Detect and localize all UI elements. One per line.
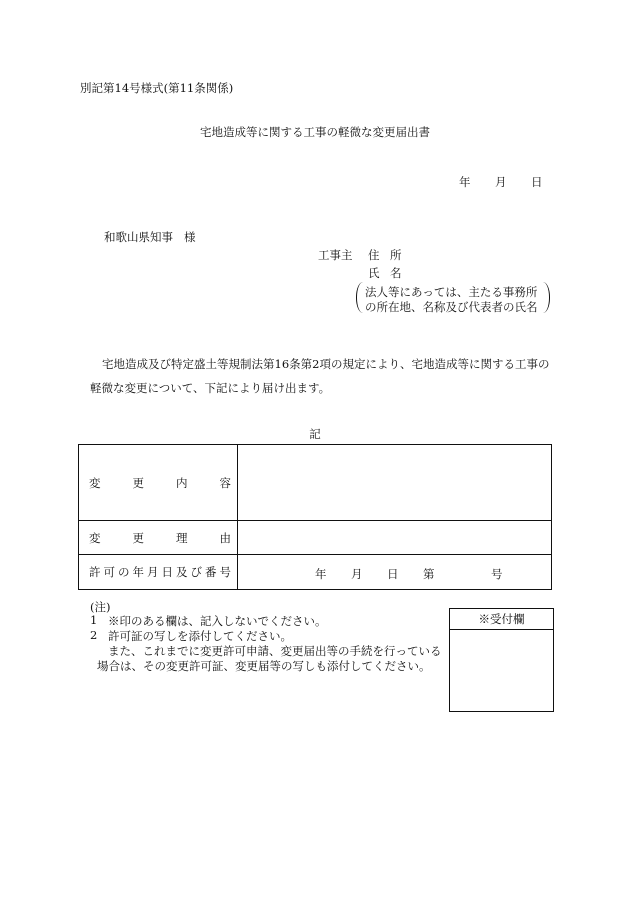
permit-month: 月 xyxy=(351,567,363,581)
date-month: 月 xyxy=(495,175,507,189)
change-details-table xyxy=(78,444,552,590)
body-line2: 軽微な変更について、下記により届け出ます。 xyxy=(90,381,331,395)
note-1-number: 1 xyxy=(90,613,98,627)
date-year: 年 xyxy=(459,175,471,189)
table-row-change-reason xyxy=(79,521,552,555)
permit-info-field[interactable] xyxy=(238,555,552,590)
notes-heading: (注) xyxy=(90,600,111,614)
body-line1: 宅地造成及び特定盛土等規制法第16条第2項の規定により、宅地造成等に関する工事の xyxy=(102,357,550,371)
label-char: 更 xyxy=(132,475,144,490)
name-label-char-2: 名 xyxy=(390,266,402,280)
reception-label: ※受付欄 xyxy=(450,609,553,630)
label-char: び xyxy=(190,565,202,579)
applicant-role-label: 工事主 xyxy=(318,248,353,262)
permit-go: 号 xyxy=(491,567,503,581)
label-char: 変 xyxy=(89,475,101,490)
table-row-change-content xyxy=(79,445,552,521)
permit-year: 年 xyxy=(315,567,327,581)
label-char: 変 xyxy=(89,530,101,545)
note-1-text: ※印のある欄は、記入しないでください。 xyxy=(108,614,327,628)
name-label-char-1: 氏 xyxy=(368,266,380,280)
address-label-char-1: 住 xyxy=(368,248,380,262)
addressee-honorific: 様 xyxy=(184,230,196,244)
note-2-number: 2 xyxy=(90,628,98,642)
change-content-label xyxy=(79,475,237,491)
ki-heading: 記 xyxy=(309,427,321,441)
corporation-note-bracket xyxy=(356,282,550,313)
label-char: の xyxy=(118,565,130,579)
permit-date-number xyxy=(238,555,551,589)
document-title: 宅地造成等に関する工事の軽微な変更届出書 xyxy=(200,125,430,139)
label-char: 月 xyxy=(147,565,159,579)
body-paragraph xyxy=(80,352,560,400)
label-char: 号 xyxy=(219,565,231,579)
label-char: 内 xyxy=(176,475,188,490)
addressee-name: 和歌山県知事 xyxy=(104,230,173,244)
change-content-label-cell xyxy=(79,445,238,521)
reception-field xyxy=(450,630,553,711)
label-char: 許 xyxy=(89,565,101,579)
label-char: 更 xyxy=(132,530,144,545)
label-char: 可 xyxy=(103,565,115,579)
note-2-text: 許可証の写しを添付してください。 xyxy=(108,629,292,643)
date-day: 日 xyxy=(531,175,543,189)
label-char: 日 xyxy=(161,565,173,579)
note-2-continuation-2: 場合は、その変更許可証、変更届等の写しも添付してください。 xyxy=(97,659,431,673)
permit-info-label-cell xyxy=(79,555,238,590)
note-2-continuation-1: また、これまでに変更許可申請、変更届出等の手続を行っている xyxy=(108,644,442,658)
table-row-permit-info xyxy=(79,555,552,590)
label-char: 番 xyxy=(205,565,217,579)
permit-info-label xyxy=(79,564,237,580)
address-label-char-2: 所 xyxy=(390,248,402,262)
label-char: 年 xyxy=(132,565,144,579)
form-number: 別記第14号様式(第11条関係) xyxy=(80,81,234,95)
label-char: 由 xyxy=(219,530,231,545)
label-char: 容 xyxy=(219,475,231,490)
change-reason-field[interactable] xyxy=(238,521,552,555)
permit-dai: 第 xyxy=(423,567,435,581)
corporation-note-line1: 法人等にあっては、主たる事務所 xyxy=(365,285,538,299)
label-char: 及 xyxy=(176,565,188,579)
permit-day: 日 xyxy=(387,567,399,581)
reception-box xyxy=(449,608,554,712)
change-reason-label xyxy=(79,530,237,546)
change-reason-label-cell xyxy=(79,521,238,555)
corporation-note-line2: の所在地、名称及び代表者の氏名 xyxy=(365,300,538,314)
label-char: 理 xyxy=(176,530,188,545)
change-content-field[interactable] xyxy=(238,445,552,521)
